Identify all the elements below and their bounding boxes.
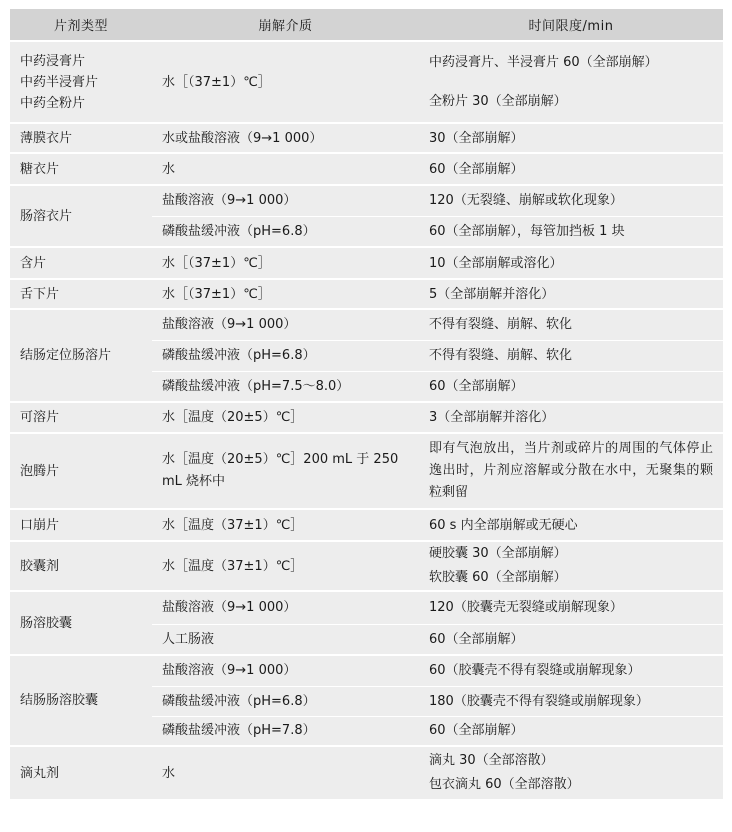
header-cell: 崩解介质: [152, 9, 419, 41]
time-limit-cell: [419, 716, 723, 746]
medium-text: 水或盐酸溶液（9→1 000）: [162, 130, 323, 146]
time-limit-text: 软胶囊 60（全部崩解）: [429, 570, 567, 585]
tablet-type-cell: [10, 185, 152, 247]
medium-cell: [152, 41, 419, 123]
medium-cell: [152, 402, 419, 433]
medium-text: 人工肠液: [162, 631, 215, 647]
tablet-type-cell: [10, 433, 152, 509]
time-limit-text: 包衣滴丸 60（全部溶散）: [429, 777, 580, 792]
tablet-type: 含片: [20, 255, 47, 271]
time-limit-text: 60（全部崩解）: [429, 378, 524, 394]
medium-cell: [152, 655, 419, 686]
table-row: [10, 509, 723, 541]
time-limit-text: 3（全部崩解并溶化）: [429, 410, 555, 425]
medium-text: 水［（37±1）℃］: [162, 255, 271, 271]
medium-cell: [152, 340, 419, 371]
time-limit-cell: [419, 402, 723, 433]
time-limit-cell: [419, 655, 723, 686]
tablet-type: 糖衣片: [20, 161, 60, 177]
medium-cell: [152, 153, 419, 185]
header-cell: 时间限度/min: [419, 9, 723, 41]
time-limit-text: 硬胶囊 30（全部崩解）: [429, 546, 567, 561]
medium-text: 盐酸溶液（9→1 000）: [162, 600, 297, 616]
time-limit-text: 60（胶囊壳不得有裂缝或崩解现象）: [429, 663, 641, 679]
tablet-type: 可溶片: [20, 410, 60, 425]
table-row: [10, 402, 723, 433]
tablet-type: 肠溶衣片: [20, 208, 73, 224]
medium-text: 水［（37±1）℃］: [162, 286, 271, 302]
table-row: [10, 41, 723, 123]
medium-text: 盐酸溶液（9→1 000）: [162, 193, 297, 209]
table-row: [10, 541, 723, 591]
medium-cell: [152, 371, 419, 402]
medium-cell: [152, 746, 419, 799]
disintegration-table: [10, 9, 723, 799]
table-row: [10, 655, 723, 686]
time-limit-text: 滴丸 30（全部溶散）: [429, 753, 554, 768]
tablet-type-cell: [10, 279, 152, 309]
time-limit-cell: [419, 216, 723, 247]
table-row: [10, 309, 723, 340]
medium-text: 水: [162, 161, 176, 177]
medium-cell: [152, 433, 419, 509]
medium-text: 水: [162, 765, 176, 781]
medium-cell: [152, 123, 419, 153]
tablet-type: 薄膜衣片: [20, 130, 73, 146]
tablet-type-cell: [10, 247, 152, 279]
tablet-type: 滴丸剂: [20, 765, 60, 781]
tablet-type-cell: [10, 746, 152, 799]
time-limit-text: 不得有裂缝、崩解、软化: [429, 348, 573, 363]
tablet-type-cell: [10, 655, 152, 746]
table-row: [10, 123, 723, 153]
time-limit-text: 不得有裂缝、崩解、软化: [429, 317, 573, 333]
time-limit-cell: [419, 153, 723, 185]
time-limit-cell: [419, 247, 723, 279]
medium-text: 盐酸溶液（9→1 000）: [162, 663, 297, 679]
time-limit-text: 60（全部崩解）: [429, 723, 524, 739]
medium-text: 水［（37±1）℃］: [162, 74, 271, 90]
tablet-type: 结肠定位肠溶片: [20, 348, 112, 363]
tablet-type-cell: [10, 123, 152, 153]
medium-cell: [152, 279, 419, 309]
time-limit-cell: [419, 340, 723, 371]
medium-text: 水［温度（37±1）℃］: [162, 517, 304, 533]
medium-cell: [152, 716, 419, 746]
time-limit-cell: [419, 185, 723, 216]
time-limit-text: 中药浸膏片、半浸膏片 60（全部崩解）: [429, 55, 658, 70]
time-limit-cell: [419, 371, 723, 402]
table-row: [10, 591, 723, 624]
tablet-type-cell: [10, 591, 152, 655]
time-limit-cell: [419, 746, 723, 799]
time-limit-cell: [419, 309, 723, 340]
medium-cell: [152, 247, 419, 279]
medium-text: 水［温度（20±5）℃］200 mL 于 250 mL 烧杯中: [162, 452, 399, 489]
medium-cell: [152, 591, 419, 624]
table-row: [10, 185, 723, 216]
time-limit-text: 120（胶囊壳无裂缝或崩解现象）: [429, 600, 623, 616]
tablet-type-cell: [10, 153, 152, 185]
time-limit-text: 120（无裂缝、崩解或软化现象）: [429, 193, 623, 209]
tablet-type: 胶囊剂: [20, 558, 60, 574]
header-cell: 片剂类型: [10, 9, 152, 41]
time-limit-text: 180（胶囊壳不得有裂缝或崩解现象）: [429, 693, 649, 709]
table-row: [10, 433, 723, 509]
time-limit-text: 5（全部崩解并溶化）: [429, 286, 555, 302]
tablet-type: 肠溶胶囊: [20, 615, 73, 631]
table-row: [10, 153, 723, 185]
tablet-type: 中药全粉片: [20, 95, 86, 111]
time-limit-text: 10（全部崩解或溶化）: [429, 255, 563, 271]
time-limit-text: 即有气泡放出，当片剂或碎片的周围的气体停止逸出时，片剂应溶解或分散在水中，无聚集的颗粒剩留: [429, 441, 713, 500]
time-limit-text: 60 s 内全部崩解或无硬心: [429, 517, 578, 533]
time-limit-cell: [419, 433, 723, 509]
tablet-type: 舌下片: [20, 286, 60, 302]
medium-text: 盐酸溶液（9→1 000）: [162, 317, 297, 333]
medium-cell: [152, 686, 419, 716]
medium-cell: [152, 185, 419, 216]
medium-text: 磷酸盐缓冲液（pH=7.5～8.0）: [162, 378, 350, 394]
table-row: [10, 279, 723, 309]
table-body: [10, 41, 723, 799]
header-row: [10, 9, 723, 41]
time-limit-cell: [419, 123, 723, 153]
medium-text: 磷酸盐缓冲液（pH=6.8）: [162, 693, 316, 709]
tablet-type-cell: [10, 41, 152, 123]
medium-cell: [152, 541, 419, 591]
tablet-type: 中药半浸膏片: [20, 74, 99, 90]
medium-cell: [152, 624, 419, 655]
medium-text: 磷酸盐缓冲液（pH=7.8）: [162, 723, 316, 739]
tablet-type: 口崩片: [20, 517, 60, 533]
time-limit-cell: [419, 686, 723, 716]
medium-cell: [152, 216, 419, 247]
table-row: [10, 247, 723, 279]
tablet-type: 泡腾片: [20, 463, 60, 479]
medium-text: 磷酸盐缓冲液（pH=6.8）: [162, 223, 316, 239]
medium-cell: [152, 509, 419, 541]
time-limit-text: 60（全部崩解）: [429, 631, 524, 647]
time-limit-cell: [419, 279, 723, 309]
time-limit-text: 60（全部崩解），每管加挡板 1 块: [429, 223, 625, 239]
medium-text: 水［温度（37±1）℃］: [162, 558, 304, 574]
time-limit-text: 全粉片 30（全部崩解）: [429, 94, 567, 109]
medium-text: 水［温度（20±5）℃］: [162, 410, 304, 425]
time-limit-cell: [419, 41, 723, 123]
time-limit-text: 30（全部崩解）: [429, 130, 524, 146]
tablet-type: 中药浸膏片: [20, 53, 86, 69]
time-limit-cell: [419, 541, 723, 591]
table-row: [10, 746, 723, 799]
tablet-type-cell: [10, 509, 152, 541]
tablet-type-cell: [10, 309, 152, 402]
medium-text: 磷酸盐缓冲液（pH=6.8）: [162, 348, 316, 363]
time-limit-cell: [419, 591, 723, 624]
tablet-type-cell: [10, 402, 152, 433]
time-limit-cell: [419, 624, 723, 655]
medium-cell: [152, 309, 419, 340]
time-limit-cell: [419, 509, 723, 541]
tablet-type-cell: [10, 541, 152, 591]
tablet-type: 结肠肠溶胶囊: [20, 693, 99, 708]
time-limit-text: 60（全部崩解）: [429, 161, 524, 177]
